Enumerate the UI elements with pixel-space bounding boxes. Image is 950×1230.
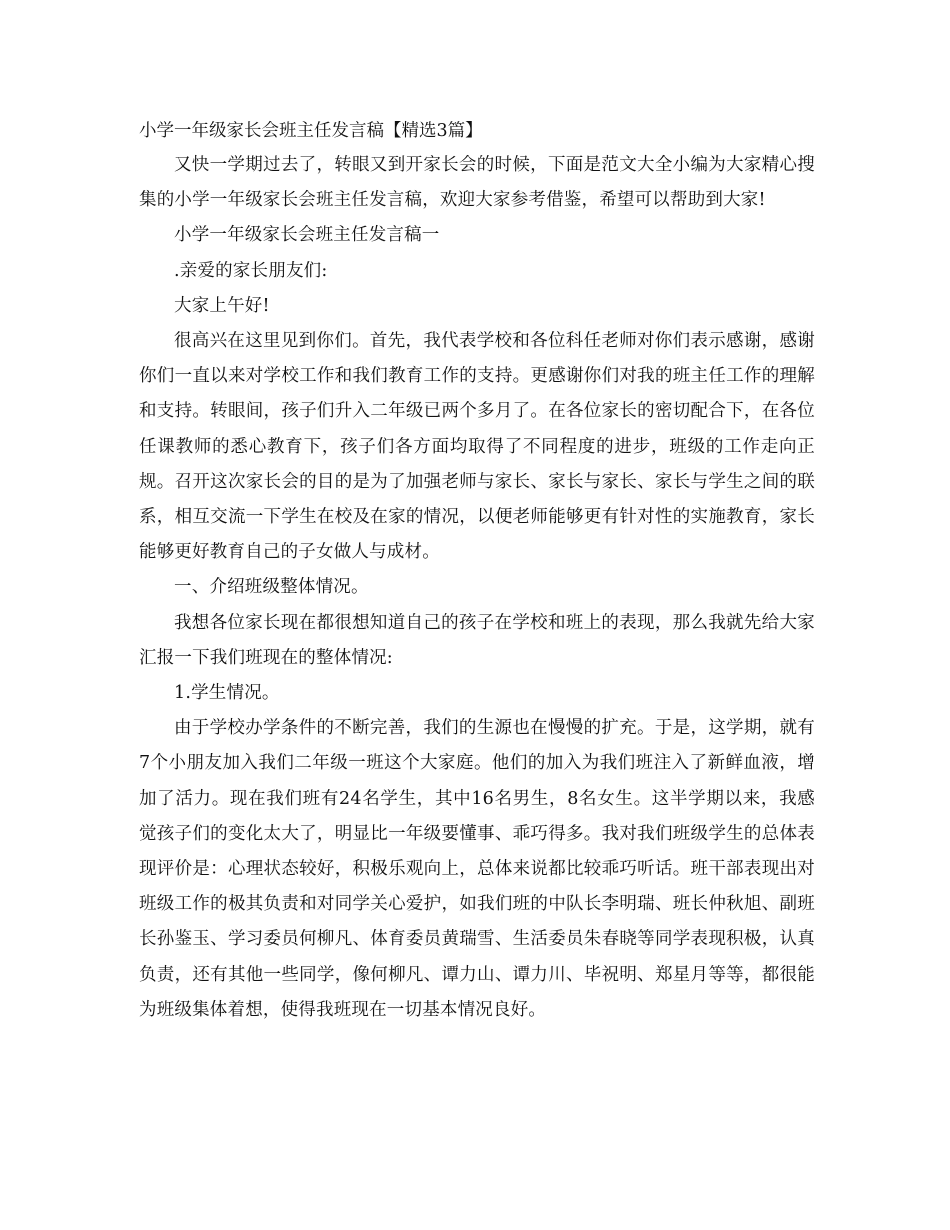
numbered-heading: 1.学生情况。 <box>174 683 280 704</box>
intro-paragraph: 又快一学期过去了，转眼又到开家长会的时候，下面是范文大全小编为大家精心搜集的小学一年级家长会班主任发言稿，欢迎大家参考借鉴，希望可以帮助到大家! <box>139 155 815 211</box>
salutation: .亲爱的家长朋友们: <box>174 260 328 281</box>
body-paragraph: 我想各位家长现在都很想知道自己的孩子在学校和班上的表现，那么我就先给大家汇报一下我们班现在的整体情况: <box>139 612 815 668</box>
document-title: 小学一年级家长会班主任发言稿【精选3篇】 <box>139 121 483 141</box>
section-heading: 小学一年级家长会班主任发言稿一 <box>174 225 440 246</box>
body-paragraph: 由于学校办学条件的不断完善，我们的生源也在慢慢的扩充。于是，这学期，就有7个小朋友加入我们二年级一班这个大家庭。他们的加入为我们班注入了新鲜血液，增加了活力。现在我们班有24名学生，其中16名男生，8名女生。这半学期以来，我感觉孩子们的变化太大了，明显比一年级要懂事、乖巧得多。我对我们班级学生的总体表现评价是：心理状态较好，积极乐观向上，总体来说都比较乖巧听话。班干部表现出对班级工作的极其负责和对同学关心爱护，如我们班的中队长李明瑞、班长仲秋旭、副班长孙鉴玉、学习委员何柳凡、体育委员黄瑞雪、生活委员朱春晓等同学表现积极，认真负责，还有其他一些同学，像何柳凡、谭力山、谭力川、毕祝明、郑星月等等，都很能为班级集体着想，使得我班现在一切基本情况良好。 <box>139 718 815 1020</box>
subsection-heading: 一、介绍班级整体情况。 <box>174 577 369 598</box>
document-page <box>139 114 815 1028</box>
greeting: 大家上午好! <box>174 295 270 316</box>
body-paragraph: 很高兴在这里见到你们。首先，我代表学校和各位科任老师对你们表示感谢，感谢你们一直以来对学校工作和我们教育工作的支持。更感谢你们对我的班主任工作的理解和支持。转眼间，孩子们升入二年级已两个多月了。在各位家长的密切配合下，在各位任课教师的悉心教育下，孩子们各方面均取得了不同程度的进步，班级的工作走向正规。召开这次家长会的目的是为了加强老师与家长、家长与家长、家长与学生之间的联系，相互交流一下学生在校及在家的情况，以便老师能够更有针对性的实施教育，家长能够更好教育自己的子女做人与成材。 <box>139 331 815 563</box>
